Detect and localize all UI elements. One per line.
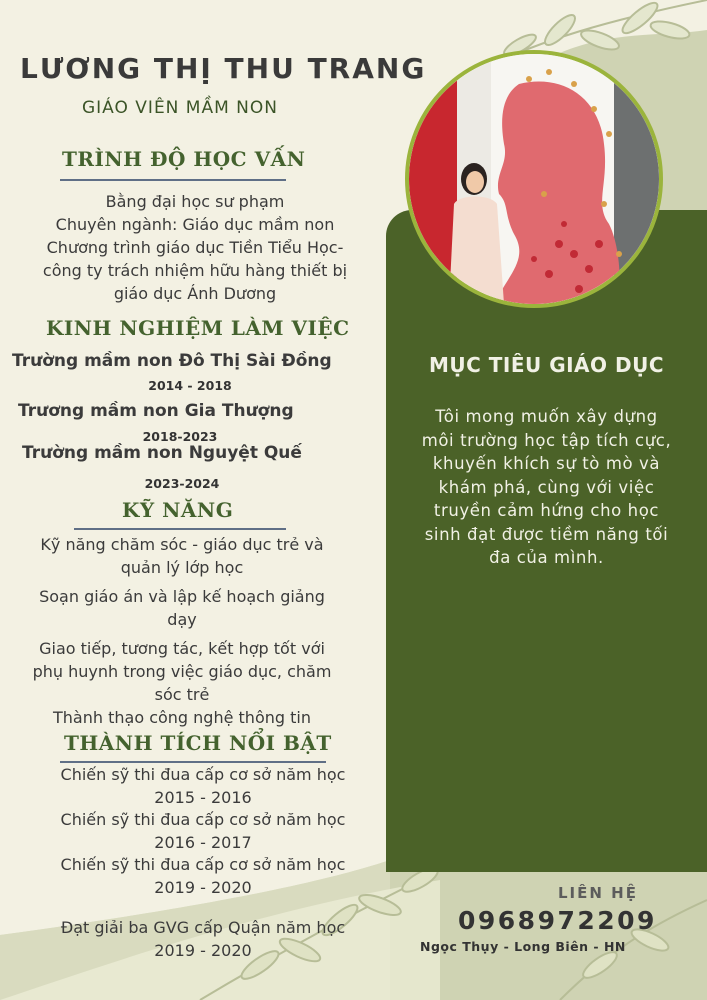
achievement-line: Chiến sỹ thi đua cấp cơ sở năm học xyxy=(60,855,346,874)
education-underline xyxy=(60,179,286,181)
skills-line: quản lý lớp học xyxy=(120,558,244,577)
contact-label: LIÊN HỆ xyxy=(558,884,638,902)
achievements-heading: THÀNH TÍCH NỔI BẬT xyxy=(64,731,332,755)
achievement-line: 2019 - 2020 xyxy=(154,877,252,897)
achievements-underline xyxy=(60,761,326,763)
achievement-line: Đạt giải ba GVG cấp Quận năm học xyxy=(60,918,346,937)
skills-list xyxy=(0,533,364,729)
goal-line: khuyến khích sự tò mò và xyxy=(432,454,661,473)
goal-heading: MỤC TIÊU GIÁO DỤC xyxy=(428,353,665,377)
education-line: giáo dục Ánh Dương xyxy=(113,284,277,303)
experience-school: Trường mầm non Đô Thị Sài Đồng xyxy=(12,351,332,371)
education-line: Chương trình giáo dục Tiền Tiểu Học- xyxy=(46,238,344,257)
education-line: Bằng đại học sư phạm xyxy=(105,192,285,211)
achievements-list xyxy=(0,764,406,962)
address: Ngọc Thụy - Long Biên - HN xyxy=(420,939,626,954)
person-name: LƯƠNG THỊ THU TRANG xyxy=(20,52,427,85)
experience-years: 2018-2023 xyxy=(142,429,218,444)
achievement-line: 2016 - 2017 xyxy=(154,832,252,852)
achievement-line: 2015 - 2016 xyxy=(154,787,252,807)
skills-line: Kỹ năng chăm sóc - giáo dục trẻ và xyxy=(40,535,324,554)
job-title: GIÁO VIÊN MẦM NON xyxy=(82,98,278,118)
skills-line: sóc trẻ xyxy=(154,685,210,704)
education-line: công ty trách nhiệm hữu hàng thiết bị xyxy=(42,261,348,280)
skills-line: Giao tiếp, tương tác, kết hợp tốt với xyxy=(39,639,325,658)
goal-line: khám phá, cùng với việc xyxy=(438,477,655,497)
goal-line: Tôi mong muốn xây dựng xyxy=(435,407,658,426)
education-details xyxy=(0,190,390,305)
skills-line: Soạn giáo án và lập kế hoạch giảng xyxy=(39,587,325,606)
goal-text xyxy=(386,405,707,570)
education-line: Chuyên ngành: Giáo dục mầm non xyxy=(55,215,335,234)
experience-school: Trường mầm non Nguyệt Quế xyxy=(22,443,302,463)
skills-line: Thành thạo công nghệ thông tin xyxy=(53,708,311,727)
goal-line: truyền cảm hứng cho học xyxy=(433,501,660,520)
achievement-line: 2019 - 2020 xyxy=(154,940,252,960)
experience-years: 2023-2024 xyxy=(144,476,220,491)
skills-heading: KỸ NĂNG xyxy=(122,498,234,522)
achievement-line: Chiến sỹ thi đua cấp cơ sở năm học xyxy=(60,765,346,784)
goal-line: đa của mình. xyxy=(489,548,604,567)
phone-number[interactable]: 0968972209 xyxy=(458,906,657,935)
skills-underline xyxy=(74,528,286,530)
goal-line: môi trường học tập tích cực, xyxy=(421,430,672,450)
education-heading: TRÌNH ĐỘ HỌC VẤN xyxy=(62,147,306,171)
skills-line: dạy xyxy=(167,610,197,629)
experience-school: Trương mầm non Gia Thượng xyxy=(18,401,294,421)
skills-line: phụ huynh trong việc giáo dục, chăm xyxy=(32,662,332,681)
profile-photo xyxy=(405,50,663,308)
goal-line: sinh đạt được tiềm năng tối xyxy=(424,524,669,544)
achievement-line: Chiến sỹ thi đua cấp cơ sở năm học xyxy=(60,810,346,829)
experience-heading: KINH NGHIỆM LÀM VIỆC xyxy=(46,316,350,340)
experience-years: 2014 - 2018 xyxy=(148,378,232,393)
